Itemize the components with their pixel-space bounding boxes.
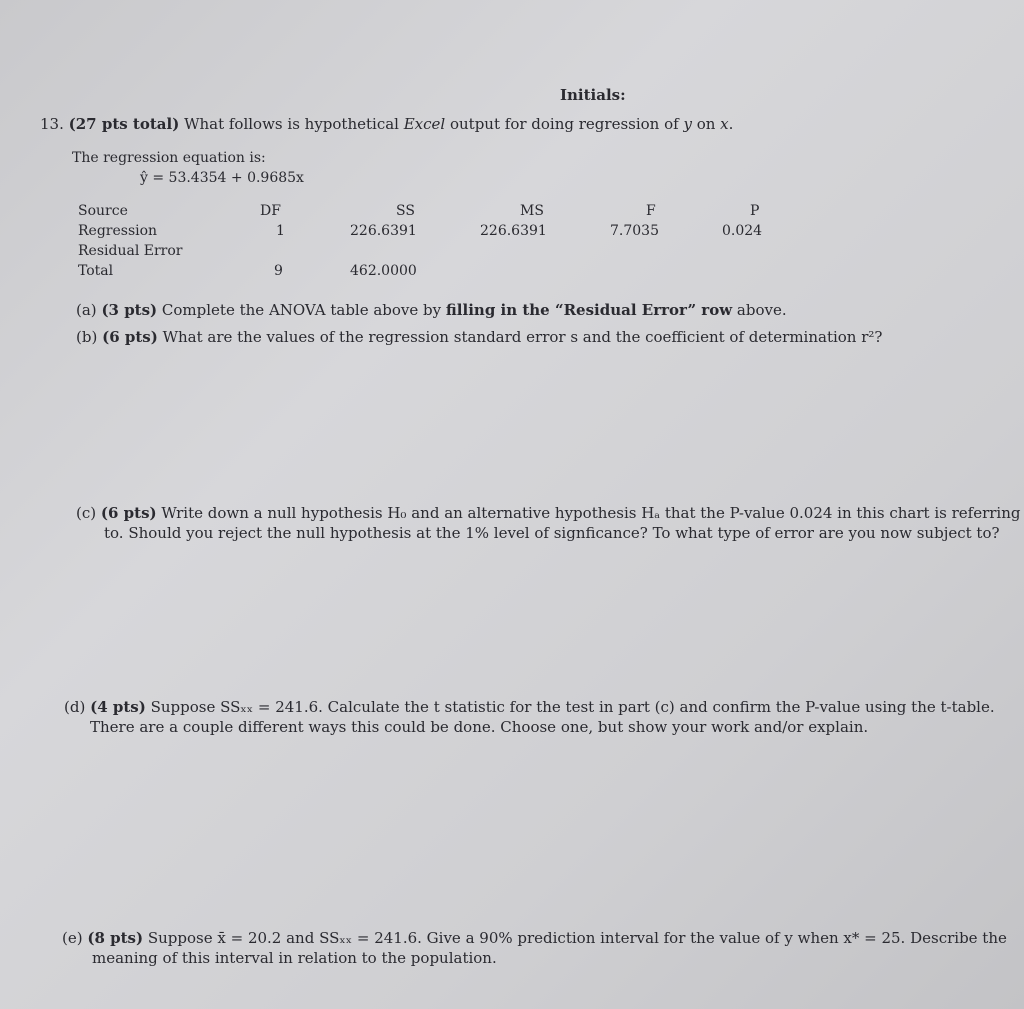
question-y: y xyxy=(683,115,692,133)
part-d-text: Suppose SSₓₓ = 241.6. Calculate the t statistic for the test in part (c) and confirm the P-value using the t-table. There are a couple different ways this could be done. Choose one, but show your work and/or explain. xyxy=(90,698,995,736)
question-end: . xyxy=(728,115,734,133)
part-b xyxy=(76,327,1006,347)
part-c-label: (c) xyxy=(76,504,97,522)
part-b-text: What are the values of the regression standard error s and the coefficient of determination r²? xyxy=(157,328,883,346)
part-a xyxy=(76,300,996,320)
part-e-label: (e) xyxy=(62,929,83,947)
anova-regression-f: 7.7035 xyxy=(610,223,659,239)
part-b-points: (6 pts) xyxy=(102,328,158,346)
part-a-text-1: Complete the ANOVA table above by xyxy=(157,301,446,319)
question-text-1: What follows is hypothetical xyxy=(179,115,404,133)
anova-total-df: 9 xyxy=(274,263,283,279)
part-a-points: (3 pts) xyxy=(101,301,158,319)
anova-regression-ss: 226.6391 xyxy=(350,223,417,239)
anova-regression-source: Regression xyxy=(78,223,158,239)
question-on: on xyxy=(691,115,721,133)
question-number: 13. xyxy=(40,115,64,133)
part-a-label: (a) xyxy=(76,301,97,319)
anova-header-f: F xyxy=(646,203,656,219)
initials-label: Initials: xyxy=(560,86,626,104)
question-excel: Excel xyxy=(403,115,446,133)
regression-equation: ŷ = 53.4354 + 0.9685x xyxy=(140,170,304,186)
part-d-label: (d) xyxy=(64,698,86,716)
part-a-bold: filling in the “Residual Error” row xyxy=(445,301,733,319)
anova-regression-ms: 226.6391 xyxy=(480,223,547,239)
anova-header-ms: MS xyxy=(520,203,544,219)
anova-header-ss: SS xyxy=(396,203,415,219)
anova-total-source: Total xyxy=(78,263,114,279)
part-c xyxy=(76,503,1024,543)
anova-residual-source: Residual Error xyxy=(78,243,183,259)
anova-regression-df: 1 xyxy=(276,223,285,239)
anova-header-source: Source xyxy=(78,203,128,219)
question-x: x xyxy=(720,115,729,133)
anova-header-p: P xyxy=(750,203,760,219)
question-points: (27 pts total) xyxy=(68,115,180,133)
part-a-text-2: above. xyxy=(732,301,787,319)
anova-regression-p: 0.024 xyxy=(722,223,763,239)
equation-heading: The regression equation is: xyxy=(72,150,266,166)
question-13-prompt xyxy=(40,115,733,133)
part-d xyxy=(64,697,1024,737)
part-e xyxy=(62,928,1024,968)
anova-total-ss: 462.0000 xyxy=(350,263,417,279)
anova-header-df: DF xyxy=(260,203,281,219)
part-e-points: (8 pts) xyxy=(87,929,144,947)
part-d-points: (4 pts) xyxy=(90,698,146,716)
part-c-text: Write down a null hypothesis H₀ and an alternative hypothesis Hₐ that the P-value 0.024 in this chart is referring to. Should you reject the null hypothesis at the 1% level of signficance? To what type of error are you now subject to? xyxy=(104,504,1021,542)
part-b-label: (b) xyxy=(76,328,98,346)
part-e-text: Suppose x̄ = 20.2 and SSₓₓ = 241.6. Give a 90% prediction interval for the value of y when x* = 25. Describe the meaning of this interval in relation to the population. xyxy=(92,929,1007,967)
part-c-points: (6 pts) xyxy=(100,504,157,522)
question-text-2: output for doing regression of xyxy=(445,115,684,133)
